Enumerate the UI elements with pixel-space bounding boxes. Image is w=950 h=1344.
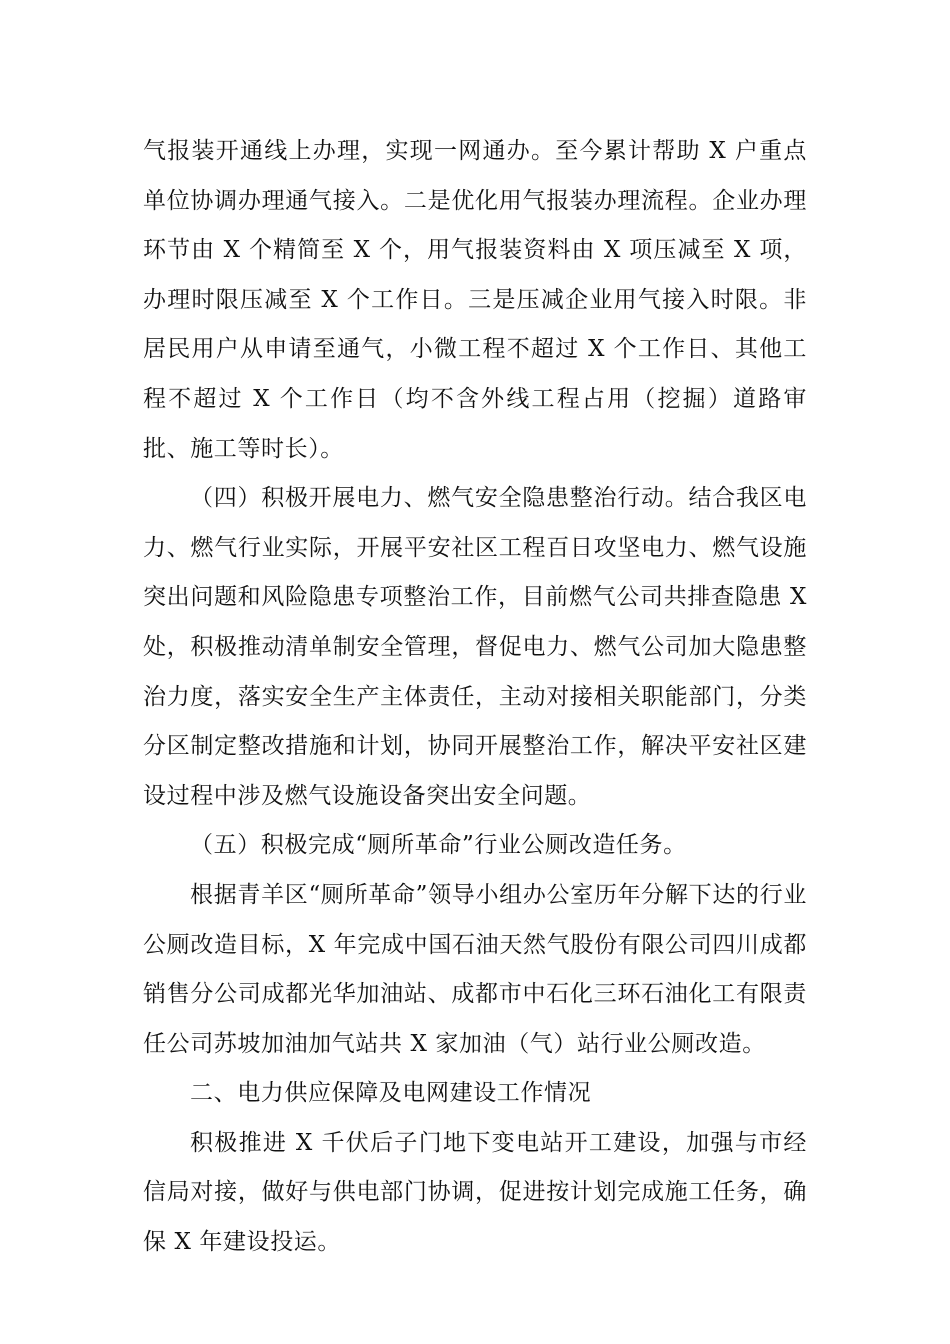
paragraph-4: 根据青羊区“厕所革命”领导小组办公室历年分解下达的行业公厕改造目标，X 年完成中国石油天然气股份有限公司四川成都销售分公司成都光华加油站、成都市中石化三环石油化工有限责任公司苏坡加油加气站共 X 家加油（气）站行业公厕改造。 bbox=[143, 881, 807, 1057]
document-page bbox=[143, 127, 807, 1268]
paragraph-2: （四）积极开展电力、燃气安全隐患整治行动。结合我区电力、燃气行业实际，开展平安社区工程百日攻坚电力、燃气设施突出问题和风险隐患专项整治工作，目前燃气公司共排查隐患 X 处，积极推动清单制安全管理，督促电力、燃气公司加大隐患整治力度，落实安全生产主体责任，主动对接相关职能部门，分类分区制定整改措施和计划，协同开展整治工作，解决平安社区建设过程中涉及燃气设施设备突出安全问题。 bbox=[143, 485, 807, 809]
paragraph-3: （五）积极完成“厕所革命”行业公厕改造任务。 bbox=[190, 832, 687, 859]
paragraph-1: 气报装开通线上办理，实现一网通办。至今累计帮助 X 户重点单位协调办理通气接入。二是优化用气报装办理流程。企业办理环节由 X 个精简至 X 个，用气报装资料由 X 项压减至 X 项，办理时限压减至 X 个工作日。三是压减企业用气接入时限。非居民用户从申请至通气，小微工程不超过 X 个工作日、其他工程不超过 X 个工作日（均不含外线工程占用（挖掘）道路审批、施工等时长）。 bbox=[143, 138, 807, 462]
section-heading-2: 二、电力供应保障及电网建设工作情况 bbox=[190, 1080, 592, 1107]
paragraph-6: 积极推进 X 千伏后子门地下变电站开工建设，加强与市经信局对接，做好与供电部门协调，促进按计划完成施工任务，确保 X 年建设投运。 bbox=[143, 1129, 807, 1256]
